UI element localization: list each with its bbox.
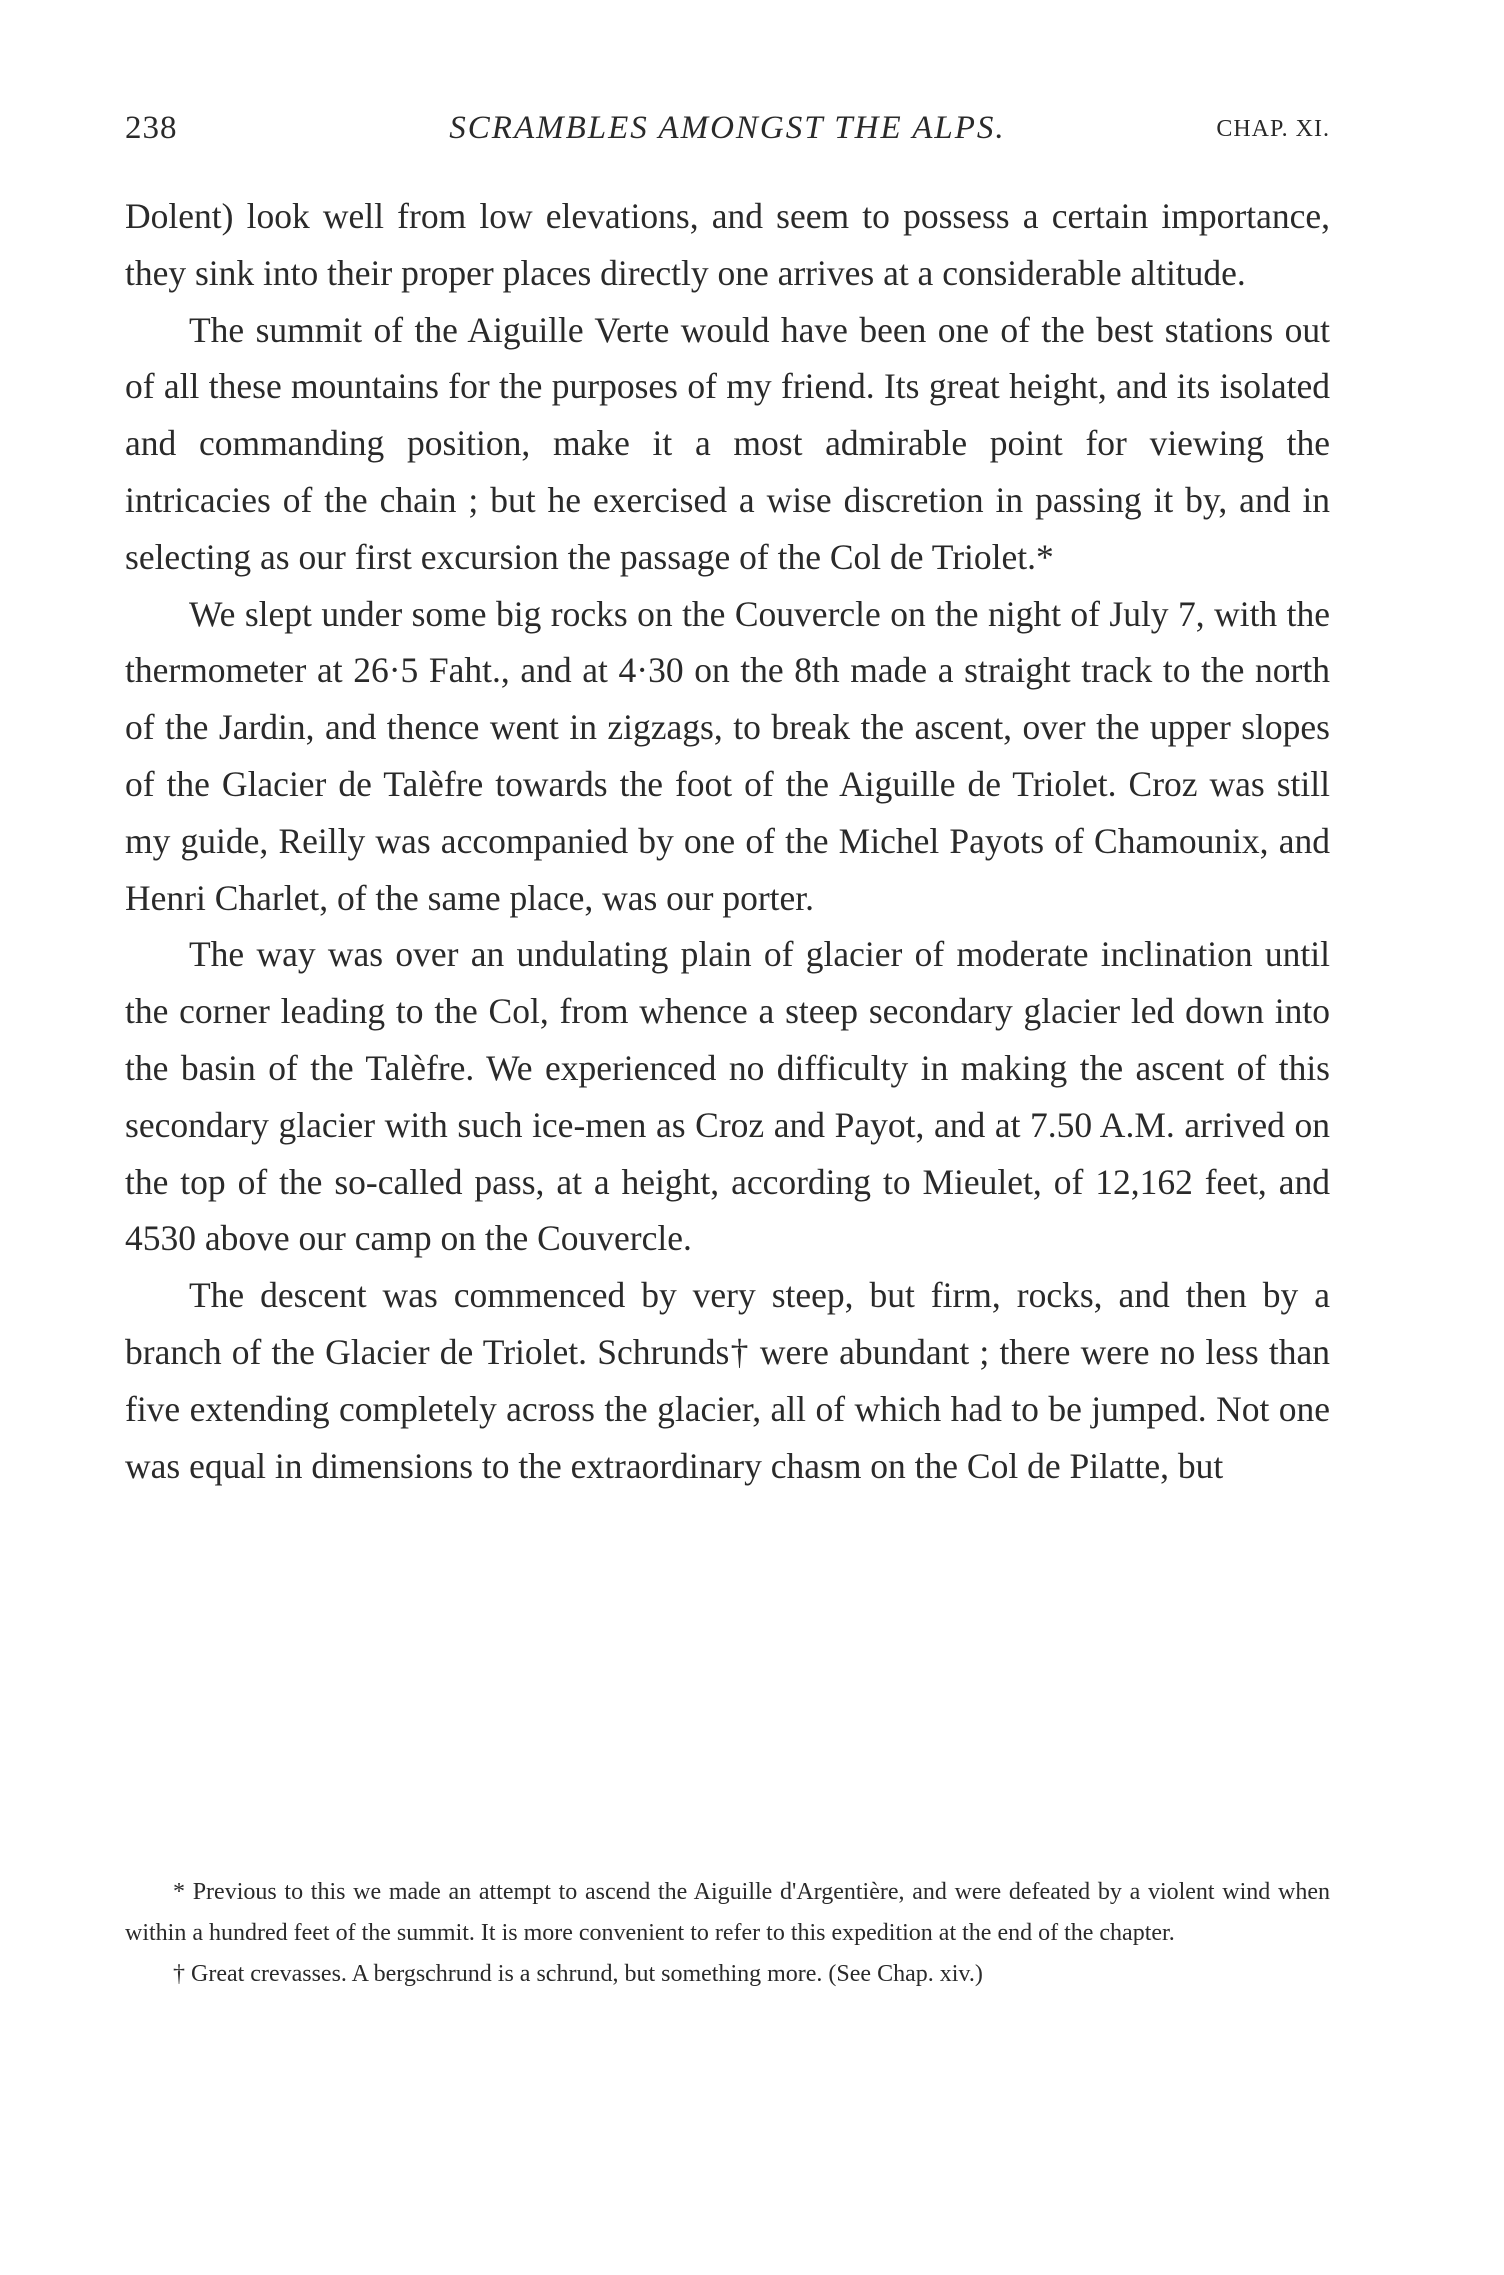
paragraph-couvercle-night: We slept under some big rocks on the Couvercle on the night of July 7, with the thermometer at 26·5 Faht., and at 4·30 on the 8th made a straight track to the north of the Jardin, and thence went in zigzags, to break the ascent, over the upper slopes of the Glacier de Talèfre towards the foot of the Aiguille de Triolet. Croz was still my guide, Reilly was accompanied by one of the Michel Payots of Chamounix, and Henri Charlet, of the same place, was our porter. bbox=[125, 593, 1330, 918]
page-number: 238 bbox=[125, 110, 178, 146]
footnote-asterisk: * Previous to this we made an attempt to ascend the Aiguille d'Argentière, and were defeated by a violent wind when within a hundred feet of the summit. It is more convenient to refer to this expedition at the end of the chapter. bbox=[125, 1879, 1330, 1946]
footnotes bbox=[125, 1872, 1330, 1995]
paragraph-aiguille-verte: The summit of the Aiguille Verte would have been one of the best stations out of all these mountains for the purposes of my friend. Its great height, and its isolated and commanding position, make it a most admirable point for viewing the intricacies of the chain ; but he exercised a wise discretion in passing it by, and in selecting as our first excursion the passage of the Col de Triolet.* bbox=[125, 309, 1330, 577]
running-title: SCRAMBLES AMONGST THE ALPS. bbox=[449, 110, 1006, 146]
paragraph-continued: Dolent) look well from low elevations, and seem to possess a certain importance, they sink into their proper places directly one arrives at a considerable altitude. bbox=[125, 196, 1330, 293]
paragraph-ascent: The way was over an undulating plain of glacier of moderate inclination until the corner leading to the Col, from whence a steep secondary glacier led down into the basin of the Talèfre. We experienced no difficulty in making the ascent of this secondary glacier with such ice-men as Croz and Payot, and at 7.50 A.M. arrived on the top of the so-called pass, at a height, according to Mieulet, of 12,162 feet, and 4530 above our camp on the Couvercle. bbox=[125, 934, 1330, 1259]
paragraph-descent: The descent was commenced by very steep, but firm, rocks, and then by a branch of the Glacier de Triolet. Schrunds† were abundant ; there were no less than five extending completely across the glacier, all of which had to be jumped. Not one was equal in dimensions to the extraordinary chasm on the Col de Pilatte, but bbox=[125, 1275, 1330, 1486]
chapter-label: CHAP. XI. bbox=[1216, 116, 1330, 142]
main-text bbox=[125, 188, 1330, 1494]
footnote-dagger: † Great crevasses. A bergschrund is a schrund, but something more. (See Chap. xiv.) bbox=[173, 1961, 983, 1987]
running-header bbox=[125, 110, 1330, 160]
